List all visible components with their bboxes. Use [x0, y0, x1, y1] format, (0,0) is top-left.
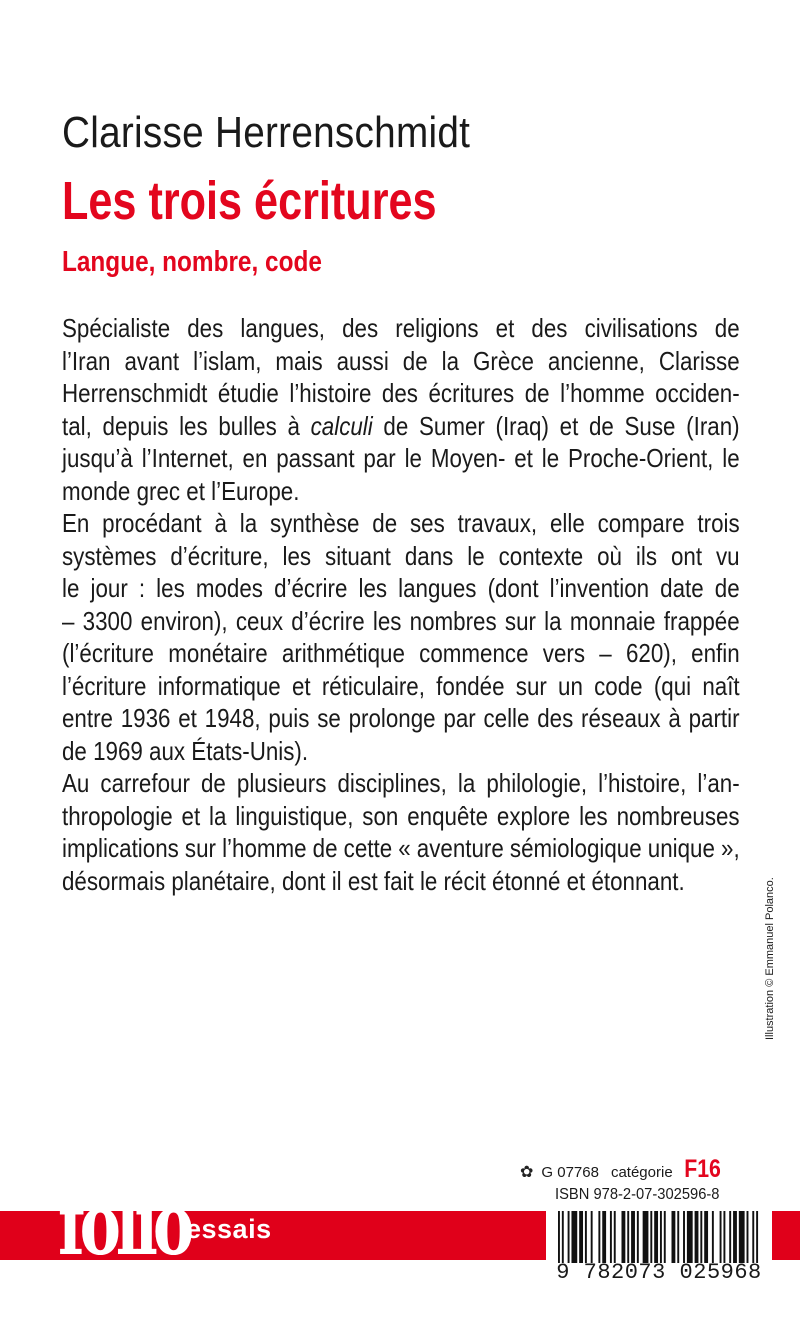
barcode-bar [650, 1211, 652, 1263]
barcode-bar [704, 1211, 708, 1263]
blurb-line: (l’écriture monétaire arithmétique commence vers – 620), enfin [62, 638, 740, 668]
barcode-bar [729, 1211, 731, 1263]
barcode-bars [558, 1211, 760, 1263]
blurb-line: implications sur l’homme de cette « aventure sémiologique unique », [62, 833, 740, 863]
publisher-meta [520, 1155, 724, 1181]
barcode-digits: 9 782073 025968 [556, 1260, 762, 1285]
blurb-line: l’écriture informatique et réticulaire, fondée sur un code (qui naît [62, 670, 740, 701]
barcode-bar [643, 1211, 649, 1263]
blurb-line: En procédant à la synthèse de ses travaux, elle compare trois [62, 508, 740, 538]
blurb-line: entre 1936 et 1948, puis se prolonge par celle des réseaux à partir [62, 703, 740, 733]
barcode-bar [627, 1211, 629, 1263]
barcode-bar [637, 1211, 639, 1263]
blurb-line: Spécialiste des langues, des religions et des civilisations de [62, 313, 740, 343]
barcode-bar [568, 1211, 570, 1263]
barcode-bar [723, 1211, 725, 1263]
barcode-bar [756, 1211, 758, 1263]
author-name: Clarisse Herrenschmidt [62, 108, 471, 157]
barcode-bar [687, 1211, 693, 1263]
illustration-credit: Illustration © Emmanuel Polanco. [764, 877, 776, 1040]
barcode-bar [672, 1211, 676, 1263]
barcode-bar [695, 1211, 699, 1263]
barcode-bar [747, 1211, 749, 1263]
isbn: ISBN 978-2-07-302596-8 [555, 1186, 720, 1203]
blurb-line: l’Iran avant l’islam, mais aussi de la Grèce ancienne, Clarisse [62, 345, 740, 376]
blurb-line: monde grec et l’Europe. [62, 475, 300, 506]
blurb-line: thropologie et la linguistique, son enquête explore les nombreuses [62, 800, 740, 831]
barcode-bar [664, 1211, 666, 1263]
barcode-bar [739, 1211, 745, 1263]
barcode-bar [598, 1211, 600, 1263]
barcode-bar [677, 1211, 679, 1263]
category-value: F16 [683, 1155, 721, 1183]
book-subtitle: Langue, nombre, code [62, 246, 322, 278]
blurb-line: Au carrefour de plusieurs disciplines, la philologie, l’histoire, l’an- [62, 768, 740, 798]
blurb [62, 312, 740, 897]
blurb-line: de 1969 aux États-Unis). [62, 735, 309, 766]
barcode-bar [733, 1211, 737, 1263]
blurb-line: jusqu’à l’Internet, en passant par le Moyen- et le Proche-Orient, le [62, 443, 740, 473]
gallimard-monogram-icon: ✿ [520, 1164, 534, 1181]
blurb-line: désormais planétaire, dont il est fait le récit étonné et étonnant. [62, 865, 685, 896]
blurb-line: le jour : les modes d’écrire les langues (dont l’invention date de [62, 573, 740, 603]
essais-label: essais [186, 1214, 272, 1244]
barcode-bar [700, 1211, 702, 1263]
barcode-bar [621, 1211, 625, 1263]
barcode-bar [654, 1211, 658, 1263]
barcode [546, 1207, 772, 1287]
blurb-line: systèmes d’écriture, les situant dans le contexte où ils ont vu [62, 540, 740, 571]
barcode-bar [558, 1211, 560, 1263]
barcode-bar [591, 1211, 593, 1263]
barcode-bar [683, 1211, 685, 1263]
g-number: G 07768 [541, 1164, 599, 1181]
barcode-bar [720, 1211, 722, 1263]
barcode-bar [610, 1211, 612, 1263]
blurb-line: – 3300 environ), ceux d’écrire les nombres sur la monnaie frappée [62, 605, 740, 636]
barcode-bar [631, 1211, 635, 1263]
book-title: Les trois écritures [62, 171, 437, 231]
barcode-bar [712, 1211, 714, 1263]
barcode-bar [585, 1211, 587, 1263]
barcode-bar [579, 1211, 583, 1263]
barcode-bar [562, 1211, 564, 1263]
barcode-bar [660, 1211, 662, 1263]
barcode-bar [752, 1211, 754, 1263]
folio-logo: folio [58, 1174, 190, 1275]
category-label: catégorie [610, 1164, 673, 1181]
blurb-line: Herrenschmidt étudie l’histoire des écritures de l’homme occiden- [62, 378, 740, 408]
barcode-bar [614, 1211, 616, 1263]
barcode-bar [602, 1211, 606, 1263]
barcode-bar [571, 1211, 577, 1263]
blurb-line: tal, depuis les bulles à calculi de Sumer (Iraq) et de Suse (Iran) [62, 410, 740, 441]
